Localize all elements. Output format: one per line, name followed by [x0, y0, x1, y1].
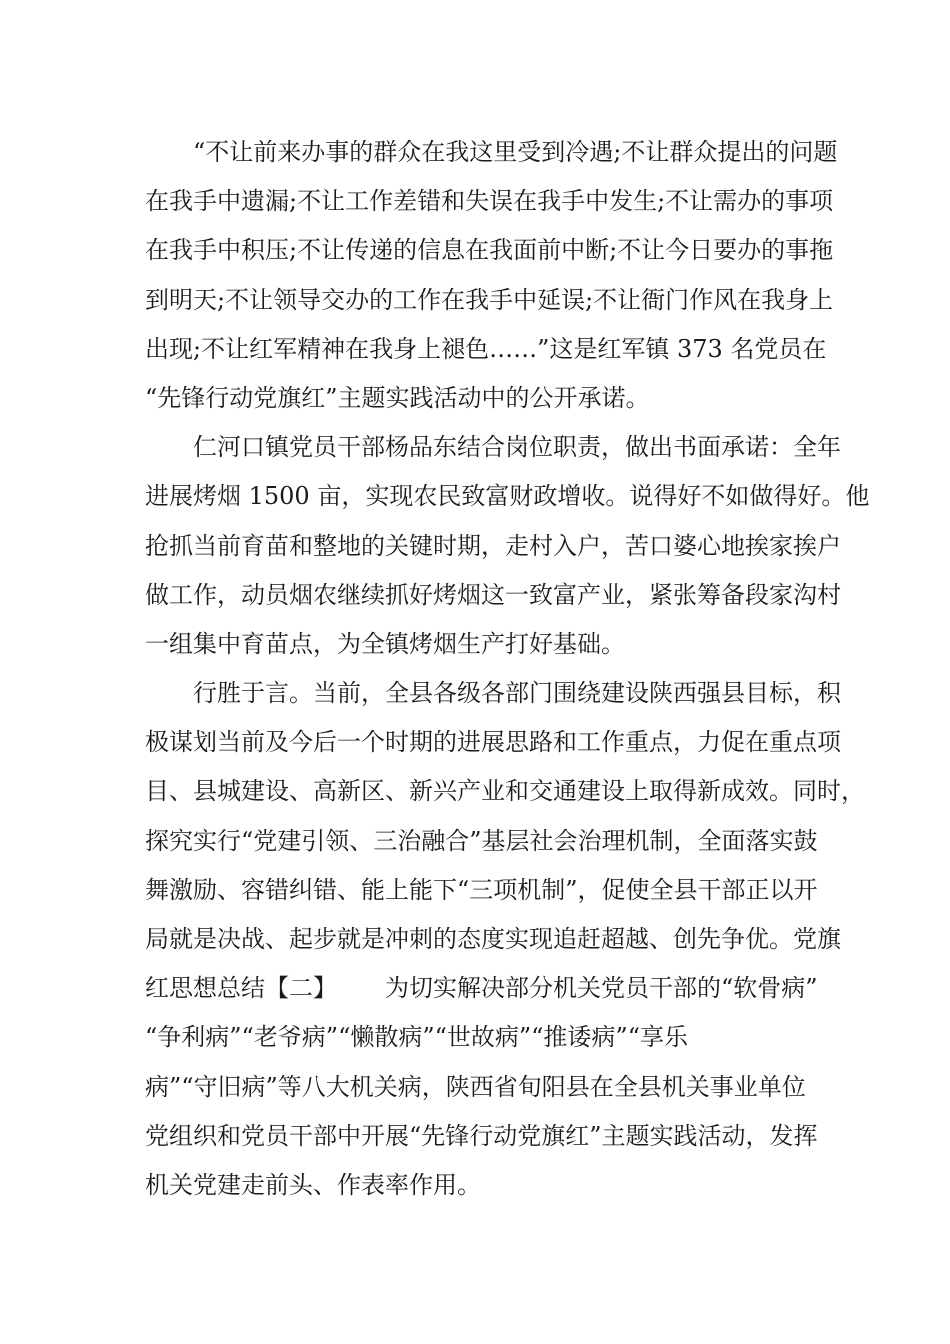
paragraph-2-line: 进展烤烟 1500 亩，实现农民致富财政增收。说得好不如做得好。他 — [145, 482, 870, 511]
paragraph-2-line: 仁河口镇党员干部杨品东结合岗位职责，做出书面承诺：全年 — [193, 433, 841, 462]
paragraph-3-tail-line: “争利病”“老爷病”“懒散病”“世故病”“推诿病”“享乐 — [145, 1023, 688, 1052]
paragraph-1-line: “不让前来办事的群众在我这里受到冷遇;不让群众提出的问题 — [193, 138, 838, 166]
section-heading-continuation: 为切实解决部分机关党员干部的“软骨病” — [385, 974, 818, 1003]
paragraph-2-line: 做工作，动员烟农继续抓好烤烟这一致富产业，紧张筹备段家沟村 — [145, 580, 841, 609]
section-heading: 红思想总结【二】 — [145, 974, 337, 1003]
paragraph-3-line: 局就是决战、起步就是冲刺的态度实现追赶超越、创先争优。党旗 — [145, 925, 841, 953]
paragraph-3-line: 舞激励、容错纠错、能上能下“三项机制”，促使全县干部正以开 — [145, 875, 818, 904]
paragraph-1-line: 在我手中积压;不让传递的信息在我面前中断;不让今日要办的事拖 — [145, 236, 834, 265]
paragraph-3-line: 目、县城建设、高新区、新兴产业和交通建设上取得新成效。同时， — [145, 777, 865, 806]
paragraph-1-line: 在我手中遗漏;不让工作差错和失误在我手中发生;不让需办的事项 — [145, 187, 834, 216]
paragraph-3-tail-line: 病”“守旧病”等八大机关病，陕西省旬阳县在全县机关事业单位 — [145, 1072, 806, 1101]
paragraph-3-line: 极谋划当前及今后一个时期的进展思路和工作重点，力促在重点项 — [145, 728, 841, 757]
paragraph-3-tail-line: 机关党建走前头、作表率作用。 — [145, 1170, 481, 1199]
paragraph-3-tail-line: 党组织和党员干部中开展“先锋行动党旗红”主题实践活动，发挥 — [145, 1121, 818, 1150]
paragraph-3-line: 探究实行“党建引领、三治融合”基层社会治理机制，全面落实鼓 — [145, 826, 818, 855]
paragraph-1-line: 到明天;不让领导交办的工作在我手中延误;不让衙门作风在我身上 — [145, 285, 834, 314]
paragraph-1-line: 出现;不让红军精神在我身上褪色……”这是红军镇 373 名党员在 — [145, 334, 827, 363]
paragraph-2-line: 抢抓当前育苗和整地的关键时期，走村入户，苦口婆心地挨家挨户 — [145, 531, 841, 560]
section-heading-line — [145, 964, 825, 1013]
paragraph-1-line: “先锋行动党旗红”主题实践活动中的公开承诺。 — [145, 383, 650, 412]
document-body — [145, 128, 870, 1210]
paragraph-2-line: 一组集中育苗点，为全镇烤烟生产打好基础。 — [145, 629, 625, 658]
paragraph-3-line: 行胜于言。当前，全县各级各部门围绕建设陕西强县目标，积 — [193, 679, 841, 708]
